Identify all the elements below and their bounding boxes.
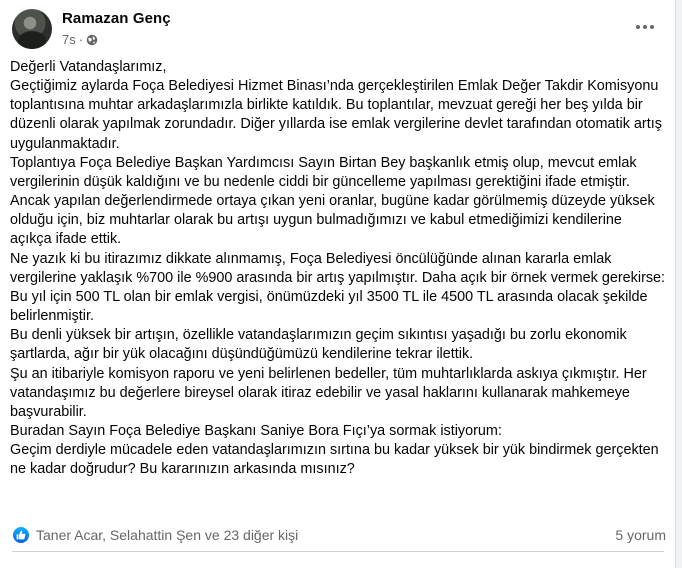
comments-count[interactable]: 5 yorum (615, 527, 666, 543)
more-options-icon[interactable] (630, 15, 660, 39)
post-paragraph: Toplantıya Foça Belediye Başkan Yardımcısı Sayın Birtan Bey başkanlık etmiş olup, mevcut emlak vergilerinin düşük kaldığını ve bu nedenle ciddi bir güncelleme yapılması gerektiğini ifade etmiştir. (10, 154, 637, 190)
post-paragraph: Ne yazık ki bu itirazımız dikkate alınmamış, Foça Belediyesi öncülüğünde alınan kararla emlak vergilerine yaklaşık %700 ile %900 arasında bir artış yapılmıştır. Daha açık bir örnek vermek gerekirse: (10, 250, 666, 286)
actions-divider (12, 551, 664, 552)
author-avatar[interactable] (12, 9, 52, 49)
post-paragraph: Ancak yapılan değerlendirmede ortaya çıkan yeni oranlar, bugüne kadar görülmemiş düzeyde yüksek olduğu için, biz muhtarlar olarak bu artışı uygun bulmadığımızı ve kabul etmediğimizi kendilerine açıkça ifade ettik. (10, 193, 655, 248)
like-icon[interactable] (12, 526, 30, 544)
post-paragraph: Geçtiğimiz aylarda Foça Belediyesi Hizmet Binası’nda gerçekleştirilen Emlak Değer Takdir Komisyonu toplantısına muhtar arkadaşlarımızla birlikte katıldık. Bu toplantılar, mevzuat gereği her beş yılda bir düzenli olarak yapılmak zorundadır. Diğer yıllarda ise emlak vergilerine devlet tarafından otomatik artış uygulanmaktadır. (10, 78, 662, 152)
reactions-text[interactable]: Taner Acar, Selahattin Şen ve 23 diğer kişi (36, 527, 299, 543)
post-paragraph: Bu yıl için 500 TL olan bir emlak vergisi, önümüzdeki yıl 3500 TL ile 4500 TL arasında olacak şekilde belirlenmiştir. (10, 288, 648, 325)
globe-icon (86, 34, 98, 46)
post-paragraph: Geçim derdiyle mücadele eden vatandaşlarımızın sırtına bu kadar yüksek bir yük bindirmek gerçekten ne kadar doğrudur? Bu kararınızın arkasında mısınız? (10, 442, 659, 478)
post-header (12, 9, 664, 53)
meta-separator: · (78, 32, 84, 47)
post-paragraph: Şu an itibariyle komisyon raporu ve yeni belirlenen bedeller, tüm muhtarlıklarda askıya çıkmıştır. Her vatandaşımız bu değerlere bireysel olarak itiraz edebilir ve yasal haklarını kullanarak mahkemeye başvurabilir. (10, 365, 647, 420)
author-name[interactable]: Ramazan Genç (62, 10, 171, 27)
post-paragraph: Buradan Sayın Foça Belediye Başkanı Saniye Bora Fıçı’ya sormak istiyorum: (10, 422, 502, 439)
post-meta (62, 32, 98, 47)
post-paragraph: Bu denli yüksek bir artışın, özellikle vatandaşlarımızın geçim sıkıntısı yaşadığı bu zorlu ekonomik şartlarda, ağır bir yük olacağını düşündüğümüzü kendilerine tekrar ilettik. (10, 327, 627, 363)
post-body (10, 58, 666, 479)
reactions-bar (12, 524, 668, 546)
post-paragraph: Değerli Vatandaşlarımız, (10, 59, 167, 75)
post-time[interactable]: 7s (62, 32, 76, 47)
